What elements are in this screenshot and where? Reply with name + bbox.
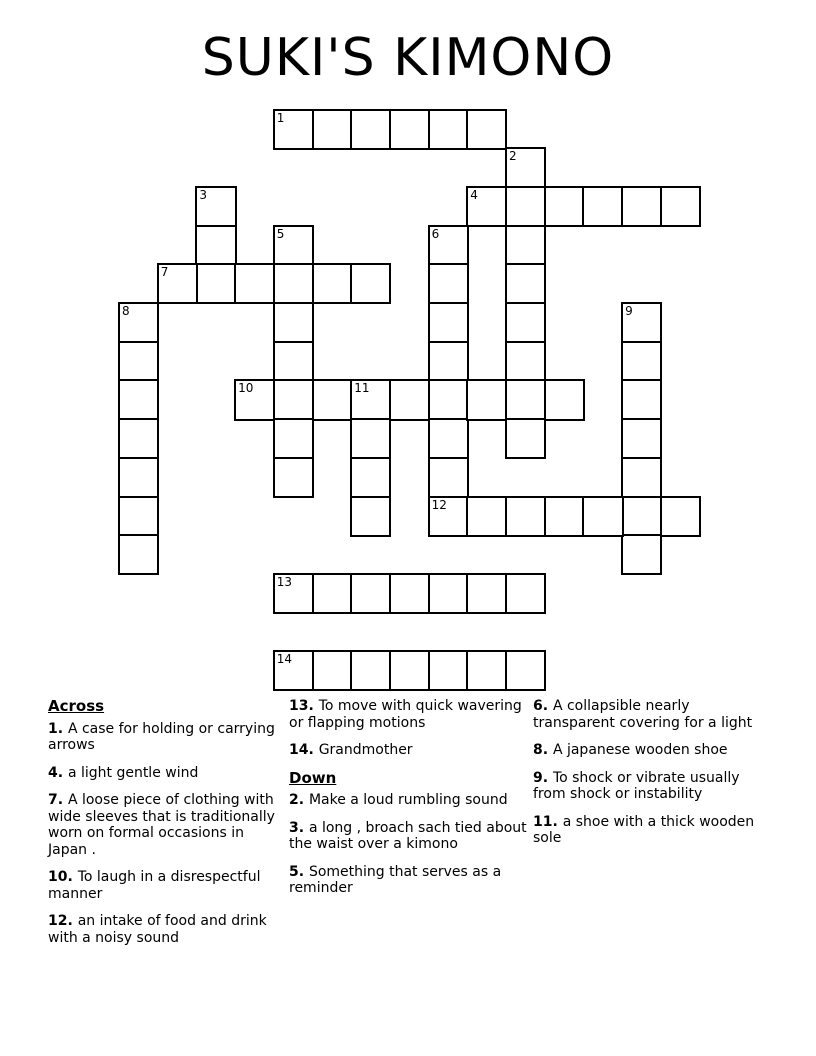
clue-text: A case for holding or carrying arrows — [48, 720, 275, 753]
grid-cell[interactable] — [505, 650, 546, 691]
clue-text: A japanese wooden shoe — [552, 742, 728, 758]
grid-cell-number: 2 — [509, 149, 517, 164]
grid-cell[interactable] — [273, 457, 314, 498]
clue-number: 1. — [48, 720, 68, 737]
clue-text: To laugh in a disrespectful manner — [48, 869, 261, 902]
clue-text: A loose piece of clothing with wide sleeves that is traditionally worn on formal occasions in Japan . — [48, 792, 275, 858]
clue-number: 5. — [289, 863, 309, 880]
grid-cell[interactable] — [195, 263, 236, 304]
clues-column-3 — [533, 698, 771, 858]
grid-cell[interactable] — [118, 496, 159, 537]
grid-cell[interactable] — [118, 379, 159, 420]
grid-cell[interactable] — [273, 418, 314, 459]
grid-cell[interactable] — [466, 496, 507, 537]
grid-cell[interactable] — [660, 186, 701, 227]
clue-text: Grandmother — [318, 742, 413, 758]
grid-cell[interactable] — [350, 418, 391, 459]
clue-text: a shoe with a thick wooden sole — [533, 813, 755, 846]
grid-cell[interactable] — [118, 341, 159, 382]
grid-cell[interactable] — [466, 573, 507, 614]
grid-cell[interactable] — [505, 341, 546, 382]
page-title: SUKI'S KIMONO — [201, 28, 615, 88]
grid-cell[interactable] — [428, 496, 469, 537]
grid-cell[interactable] — [389, 109, 430, 150]
grid-cell[interactable] — [157, 263, 198, 304]
grid-cell[interactable] — [389, 379, 430, 420]
clue-section-heading: Across — [48, 697, 105, 715]
grid-cell[interactable] — [350, 650, 391, 691]
grid-cell[interactable] — [428, 302, 469, 343]
grid-cell[interactable] — [234, 379, 275, 420]
grid-cell[interactable] — [195, 186, 236, 227]
clue — [533, 742, 771, 759]
clue — [533, 770, 771, 803]
grid-cell[interactable] — [505, 186, 546, 227]
grid-cell[interactable] — [118, 302, 159, 343]
grid-cell[interactable] — [505, 263, 546, 304]
grid-cell[interactable] — [621, 457, 662, 498]
clue-text: an intake of food and drink with a noisy sound — [48, 913, 267, 946]
grid-cell[interactable] — [389, 650, 430, 691]
grid-cell[interactable] — [428, 225, 469, 266]
grid-cell[interactable] — [350, 457, 391, 498]
grid-cell[interactable] — [544, 379, 585, 420]
clue — [533, 698, 771, 731]
grid-cell[interactable] — [428, 418, 469, 459]
grid-cell[interactable] — [312, 650, 353, 691]
grid-cell[interactable] — [428, 263, 469, 304]
grid-cell[interactable] — [428, 341, 469, 382]
clue-number: 3. — [289, 819, 309, 836]
grid-cell[interactable] — [621, 379, 662, 420]
clue-text: To shock or vibrate usually from shock or instability — [533, 769, 740, 802]
clue-number: 7. — [48, 792, 68, 808]
grid-cell-number: 13 — [276, 574, 293, 589]
grid-cell[interactable] — [428, 379, 469, 420]
grid-cell[interactable] — [544, 496, 585, 537]
grid-cell-number: 4 — [470, 187, 478, 202]
clue-number: 6. — [533, 698, 553, 714]
grid-cell[interactable] — [505, 147, 546, 188]
grid-cell[interactable] — [350, 379, 391, 420]
grid-cell-number: 5 — [276, 226, 285, 241]
grid-cell[interactable] — [389, 573, 430, 614]
grid-cell[interactable] — [428, 573, 469, 614]
clues-column-2 — [289, 698, 532, 908]
clue — [289, 864, 532, 897]
grid-cell[interactable] — [350, 496, 391, 537]
grid-cell[interactable] — [273, 379, 314, 420]
grid-cell[interactable] — [544, 186, 585, 227]
grid-cell[interactable] — [273, 263, 314, 304]
grid-cell-number: 3 — [199, 187, 208, 202]
grid-cell[interactable] — [118, 534, 159, 575]
grid-cell[interactable] — [621, 496, 662, 537]
clue-number: 8. — [533, 742, 553, 758]
grid-cell[interactable] — [234, 263, 275, 304]
grid-cell-number: 12 — [431, 497, 447, 512]
clue-number: 12. — [48, 913, 78, 929]
clue — [48, 792, 286, 858]
grid-cell-number: 1 — [276, 110, 285, 125]
clue-number: 4. — [48, 764, 68, 781]
clue — [48, 869, 286, 902]
clue — [289, 820, 532, 853]
clue-number: 14. — [289, 742, 319, 758]
clue-text: To move with quick wavering or flapping motions — [289, 698, 522, 731]
grid-cell[interactable] — [273, 650, 314, 691]
clues-column-1 — [48, 698, 286, 957]
grid-cell[interactable] — [660, 496, 701, 537]
clue — [289, 792, 532, 809]
clue — [533, 814, 771, 847]
grid-cell[interactable] — [195, 225, 236, 266]
clue-text: a light gentle wind — [67, 764, 199, 781]
clue-number: 9. — [533, 769, 553, 786]
clue — [48, 913, 286, 946]
grid-cell[interactable] — [350, 263, 391, 304]
grid-cell[interactable] — [428, 457, 469, 498]
grid-cell[interactable] — [312, 379, 353, 420]
grid-cell[interactable] — [273, 573, 314, 614]
grid-cell-number: 7 — [160, 265, 169, 280]
clue-number: 13. — [289, 698, 319, 714]
grid-cell[interactable] — [621, 302, 662, 343]
grid-cell[interactable] — [505, 302, 546, 343]
grid-cell[interactable] — [312, 263, 353, 304]
clue-number: 2. — [289, 792, 309, 808]
grid-cell[interactable] — [621, 186, 662, 227]
grid-cell[interactable] — [312, 109, 353, 150]
clue-section-heading: Down — [289, 768, 337, 787]
clue-text: Make a loud rumbling sound — [308, 792, 508, 808]
grid-cell-number: 11 — [354, 381, 370, 396]
clue-text: A collapsible nearly transparent covering for a light — [533, 698, 753, 731]
grid-cell[interactable] — [273, 302, 314, 343]
grid-cell[interactable] — [582, 186, 623, 227]
grid-cell-number: 8 — [122, 304, 130, 318]
grid-cell[interactable] — [312, 573, 353, 614]
grid-cell[interactable] — [350, 109, 391, 150]
grid-cell[interactable] — [118, 457, 159, 498]
grid-cell[interactable] — [273, 341, 314, 382]
grid-cell[interactable] — [505, 573, 546, 614]
clue-number: 11. — [533, 813, 563, 830]
grid-cell[interactable] — [466, 109, 507, 150]
grid-cell[interactable] — [428, 109, 469, 150]
clue — [48, 765, 286, 782]
grid-cell[interactable] — [466, 379, 507, 420]
grid-cell[interactable] — [273, 109, 314, 150]
grid-cell[interactable] — [505, 379, 546, 420]
grid-cell[interactable] — [118, 418, 159, 459]
clue-text: Something that serves as a reminder — [289, 863, 502, 896]
grid-cell[interactable] — [428, 650, 469, 691]
grid-cell[interactable] — [505, 418, 546, 459]
grid-cell[interactable] — [466, 186, 507, 227]
grid-cell[interactable] — [273, 225, 314, 266]
grid-cell[interactable] — [582, 496, 623, 537]
clue-text: a long , broach sach tied about the waist over a kimono — [289, 819, 527, 852]
grid-cell[interactable] — [466, 650, 507, 691]
grid-cell[interactable] — [505, 496, 546, 537]
grid-cell[interactable] — [621, 341, 662, 382]
grid-cell[interactable] — [505, 225, 546, 266]
clue — [289, 698, 532, 731]
clue — [48, 721, 286, 754]
clue — [289, 742, 532, 759]
grid-cell-number: 14 — [276, 652, 293, 667]
grid-cell[interactable] — [621, 418, 662, 459]
grid-cell-number: 10 — [238, 381, 254, 396]
grid-cell[interactable] — [350, 573, 391, 614]
grid-cell-number: 6 — [431, 226, 440, 241]
grid-cell-number: 9 — [625, 304, 633, 318]
clue-number: 10. — [48, 869, 78, 885]
grid-cell[interactable] — [621, 534, 662, 575]
